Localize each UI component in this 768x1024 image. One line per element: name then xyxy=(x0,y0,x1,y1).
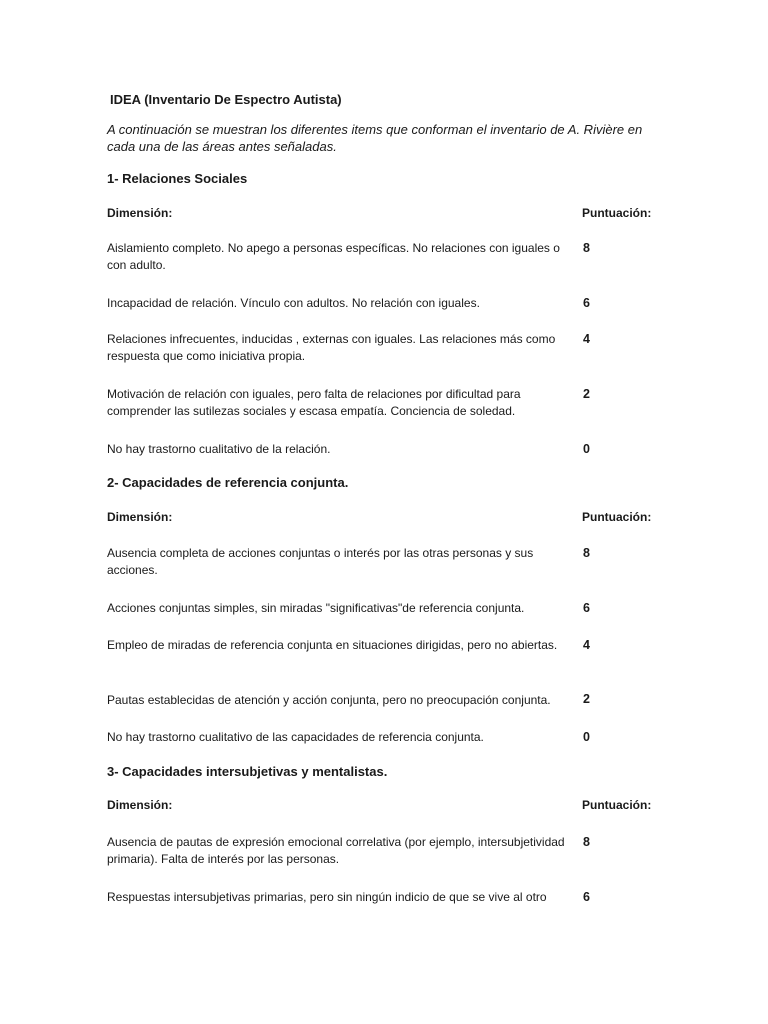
item-text: Pautas establecidas de atención y acción conjunta, pero no preocupación conjunta. xyxy=(107,693,551,707)
dimension-header-3: Dimensión: xyxy=(107,798,173,812)
item-text: Motivación de relación con iguales, pero falta de relaciones por dificultad para comprender las sutilezas sociales y escasa empatía. Conciencia de soledad. xyxy=(107,387,521,418)
item-score: 2 xyxy=(583,387,590,401)
dimension-header-1: Dimensión: xyxy=(107,206,173,220)
item-score: 0 xyxy=(583,442,590,456)
item-score: 8 xyxy=(583,241,590,255)
item-text: Relaciones infrecuentes, inducidas , externas con iguales. Las relaciones más como respuesta que como iniciativa propia. xyxy=(107,332,556,363)
section-title-3: 3- Capacidades intersubjetivas y mentalistas. xyxy=(107,764,388,779)
item-score: 2 xyxy=(583,692,590,706)
item-text: No hay trastorno cualitativo de la relación. xyxy=(107,442,331,456)
item-score: 6 xyxy=(583,601,590,615)
item-text: Empleo de miradas de referencia conjunta en situaciones dirigidas, pero no abiertas. xyxy=(107,638,558,652)
section-title-1: 1- Relaciones Sociales xyxy=(107,171,248,186)
item-text: No hay trastorno cualitativo de las capacidades de referencia conjunta. xyxy=(107,730,484,744)
item-score: 0 xyxy=(583,730,590,744)
dimension-header-2: Dimensión: xyxy=(107,510,173,524)
item-text: Ausencia completa de acciones conjuntas o interés por las otras personas y sus acciones. xyxy=(107,546,534,577)
item-score: 4 xyxy=(583,638,590,652)
item-text: Ausencia de pautas de expresión emocional correlativa (por ejemplo, intersubjetividad primaria). Falta de interés por las personas. xyxy=(107,835,565,866)
section-title-2: 2- Capacidades de referencia conjunta. xyxy=(107,475,349,490)
item-score: 6 xyxy=(583,890,590,904)
item-text: Acciones conjuntas simples, sin miradas "significativas"de referencia conjunta. xyxy=(107,601,525,615)
score-header-3: Puntuación: xyxy=(582,798,652,812)
item-score: 6 xyxy=(583,296,590,310)
item-score: 4 xyxy=(583,332,590,346)
item-text: Incapacidad de relación. Vínculo con adultos. No relación con iguales. xyxy=(107,296,480,310)
score-header-1: Puntuación: xyxy=(582,206,652,220)
item-score: 8 xyxy=(583,546,590,560)
item-score: 8 xyxy=(583,835,590,849)
document-title: IDEA (Inventario De Espectro Autista) xyxy=(110,92,342,107)
item-text: Aislamiento completo. No apego a personas específicas. No relaciones con iguales o con adulto. xyxy=(107,241,560,272)
intro-paragraph: A continuación se muestran los diferentes items que conforman el inventario de A. Rivière en cada una de las áreas antes señaladas. xyxy=(107,122,643,154)
item-text: Respuestas intersubjetivas primarias, pero sin ningún indicio de que se vive al otro xyxy=(107,890,547,904)
score-header-2: Puntuación: xyxy=(582,510,652,524)
